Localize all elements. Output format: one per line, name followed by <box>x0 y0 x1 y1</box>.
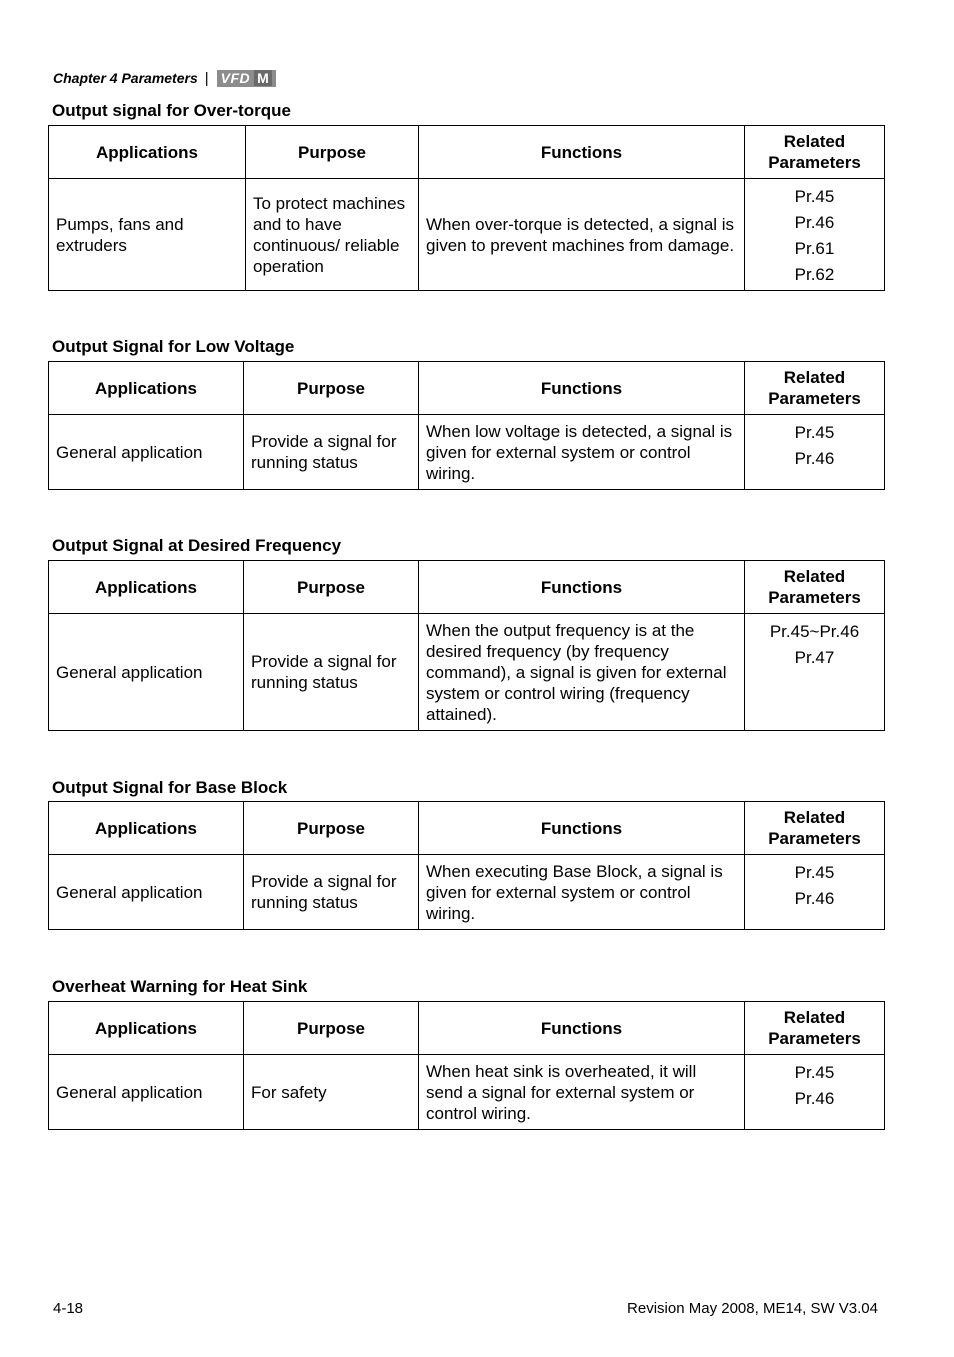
parameter-item: Pr.61 <box>794 239 835 258</box>
column-header: Applications <box>49 362 244 415</box>
application-cell: General application <box>49 855 244 930</box>
parameters-table <box>48 560 885 731</box>
table-row <box>49 1055 885 1130</box>
related-parameters-cell <box>745 179 885 291</box>
parameters-table <box>48 125 885 291</box>
function-cell: When heat sink is overheated, it will send a signal for external system or control wiring. <box>419 1055 745 1130</box>
related-parameters-cell <box>745 614 885 731</box>
table-header-row <box>49 126 885 179</box>
column-header: Applications <box>49 561 244 614</box>
purpose-cell: To protect machines and to have continuous/ reliable operation <box>246 179 419 291</box>
purpose-cell: Provide a signal for running status <box>244 415 419 490</box>
function-cell: When over-torque is detected, a signal is given to prevent machines from damage. <box>419 179 745 291</box>
table-row <box>49 179 885 291</box>
vfd-m-logo <box>217 70 277 87</box>
column-header: Functions <box>419 126 745 179</box>
function-cell: When low voltage is detected, a signal is given for external system or control wiring. <box>419 415 745 490</box>
section-title: Output Signal for Low Voltage <box>52 337 295 356</box>
header-separator: | <box>204 69 209 87</box>
column-header: Applications <box>49 1002 244 1055</box>
column-header: Applications <box>49 802 244 855</box>
column-header: Purpose <box>244 1002 419 1055</box>
function-cell: When executing Base Block, a signal is given for external system or control wiring. <box>419 855 745 930</box>
column-header: Related Parameters <box>745 362 885 415</box>
section-title: Output signal for Over-torque <box>52 101 291 120</box>
parameter-item: Pr.45 <box>794 863 835 882</box>
application-cell: General application <box>49 1055 244 1130</box>
column-header: Related Parameters <box>745 126 885 179</box>
revision-info: Revision May 2008, ME14, SW V3.04 <box>627 1300 878 1317</box>
application-cell: General application <box>49 415 244 490</box>
section-title: Overheat Warning for Heat Sink <box>52 977 308 996</box>
table-header-row <box>49 362 885 415</box>
column-header: Purpose <box>244 362 419 415</box>
application-cell: Pumps, fans and extruders <box>49 179 246 291</box>
chapter-title: Chapter 4 Parameters <box>53 70 198 86</box>
related-parameters-cell <box>745 855 885 930</box>
column-header: Related Parameters <box>745 1002 885 1055</box>
parameter-item: Pr.45~Pr.46 <box>769 622 860 641</box>
column-header: Purpose <box>244 561 419 614</box>
parameters-table <box>48 1001 885 1130</box>
parameter-item: Pr.46 <box>794 1089 835 1108</box>
table-row <box>49 855 885 930</box>
column-header: Functions <box>419 802 745 855</box>
logo-suffix-text: M <box>254 70 272 86</box>
column-header: Functions <box>419 1002 745 1055</box>
related-parameters-cell <box>745 415 885 490</box>
table-header-row <box>49 1002 885 1055</box>
parameter-item: Pr.47 <box>794 648 835 667</box>
parameter-item: Pr.62 <box>794 265 835 284</box>
purpose-cell: Provide a signal for running status <box>244 614 419 731</box>
table-row <box>49 415 885 490</box>
table-row <box>49 614 885 731</box>
column-header: Related Parameters <box>745 802 885 855</box>
parameter-item: Pr.45 <box>794 1063 835 1082</box>
column-header: Functions <box>419 561 745 614</box>
parameters-table <box>48 361 885 490</box>
column-header: Related Parameters <box>745 561 885 614</box>
parameter-item: Pr.46 <box>794 213 835 232</box>
parameter-item: Pr.46 <box>794 889 835 908</box>
column-header: Functions <box>419 362 745 415</box>
column-header: Applications <box>49 126 246 179</box>
page-header <box>53 68 276 88</box>
parameter-item: Pr.46 <box>794 449 835 468</box>
purpose-cell: Provide a signal for running status <box>244 855 419 930</box>
parameter-item: Pr.45 <box>794 423 835 442</box>
logo-main-text: VFD <box>220 70 251 86</box>
table-header-row <box>49 802 885 855</box>
section-title: Output Signal at Desired Frequency <box>52 536 342 555</box>
parameters-table <box>48 801 885 930</box>
function-cell: When the output frequency is at the desired frequency (by frequency command), a signal is given for external system or control wiring (frequency attained). <box>419 614 745 731</box>
application-cell: General application <box>49 614 244 731</box>
purpose-cell: For safety <box>244 1055 419 1130</box>
related-parameters-cell <box>745 1055 885 1130</box>
section-title: Output Signal for Base Block <box>52 778 288 797</box>
page-number: 4-18 <box>53 1300 84 1317</box>
column-header: Purpose <box>244 802 419 855</box>
parameter-item: Pr.45 <box>794 187 835 206</box>
column-header: Purpose <box>246 126 419 179</box>
table-header-row <box>49 561 885 614</box>
